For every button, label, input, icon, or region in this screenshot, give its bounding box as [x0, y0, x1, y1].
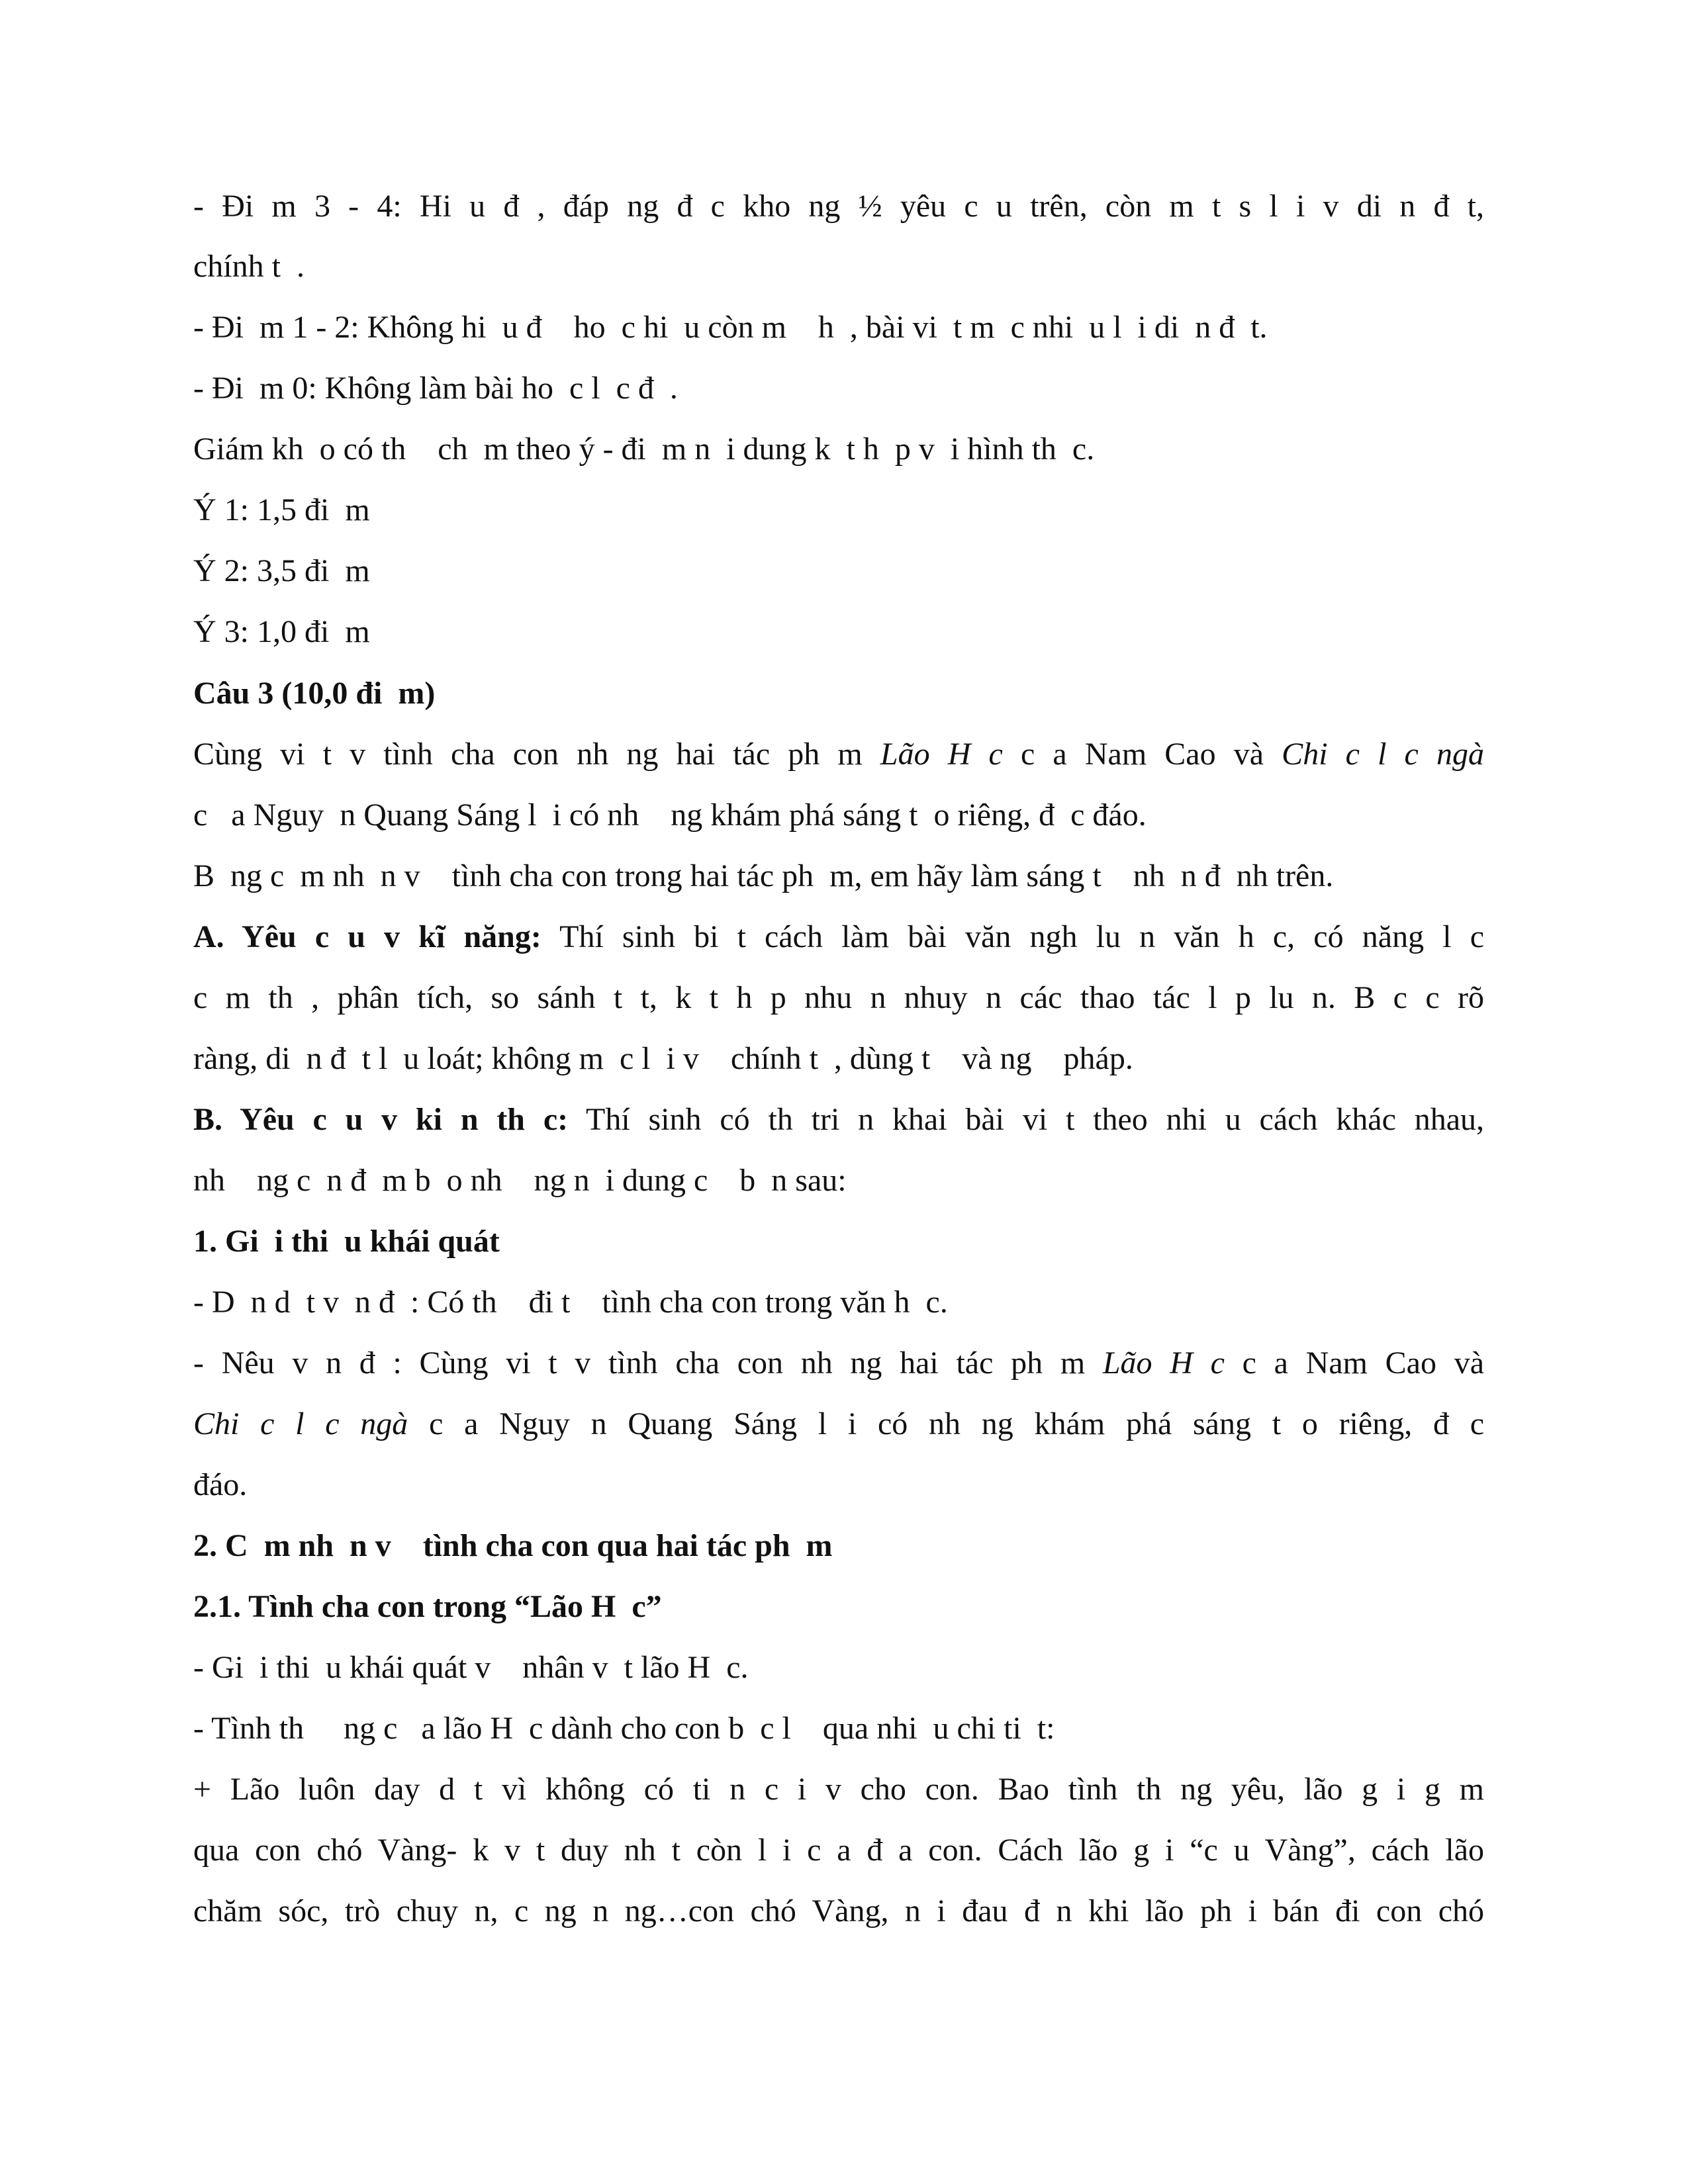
bold-text: 2.1. Tình cha con trong “Lão H c”: [193, 1589, 662, 1624]
text-run: nh ng c n đ m b o nh ng n i dung c b n sau:: [193, 1163, 847, 1198]
text-run: đáo.: [193, 1467, 248, 1502]
text-line: [193, 612, 1484, 652]
text-line: [193, 1709, 1484, 1749]
text-line: [193, 1770, 1484, 1809]
text-line: [193, 735, 1484, 774]
text-line: [193, 1587, 1484, 1627]
text-line: [193, 796, 1484, 835]
text-line: [193, 1526, 1484, 1566]
bold-text: 2. C m nh n v tình cha con qua hai tác ph m: [193, 1528, 833, 1563]
text-run: - Đi m 1 - 2: Không hi u đ ho c hi u còn m h , bài vi t m c nhi u l i di n đ t.: [193, 310, 1268, 345]
bold-text: B. Yêu c u v ki n th c:: [193, 1102, 569, 1137]
text-line: [193, 369, 1484, 408]
text-line: [193, 187, 1484, 226]
text-run: c a Nguy n Quang Sáng l i có nh ng khám phá sáng t o riêng, đ c: [408, 1406, 1485, 1441]
text-run: Thí sinh bi t cách làm bài văn ngh lu n văn h c, có năng l c: [541, 919, 1484, 954]
text-line: [193, 308, 1484, 347]
text-line: [193, 917, 1484, 957]
bold-text: A. Yêu c u v kĩ năng:: [193, 919, 541, 954]
text-run: Giám kh o có th ch m theo ý - đi m n i dung k t h p v i hình th c.: [193, 432, 1095, 467]
text-line: [193, 490, 1484, 530]
text-run: - Nêu v n đ : Cùng vi t v tình cha con nh ng hai tác ph m: [193, 1345, 1103, 1381]
text-run: Cùng vi t v tình cha con nh ng hai tác ph m: [193, 737, 880, 772]
bold-text: 1. Gi i thi u khái quát: [193, 1224, 500, 1259]
text-line: [193, 1100, 1484, 1140]
text-run: Ý 2: 3,5 đi m: [193, 553, 370, 588]
text-run: - Đi m 3 - 4: Hi u đ , đáp ng đ c kho ng ½ yêu c u trên, còn m t s l i v di n đ t,: [193, 189, 1484, 224]
text-line: [193, 1283, 1484, 1322]
italic-text: Chi c l c ngà: [193, 1406, 408, 1441]
text-run: c a Nguy n Quang Sáng l i có nh ng khám phá sáng t o riêng, đ c đáo.: [193, 797, 1147, 833]
text-run: c a Nam Cao và: [1002, 737, 1282, 772]
text-line: [193, 1465, 1484, 1505]
text-run: ràng, di n đ t l u loát; không m c l i v chính t , dùng t và ng pháp.: [193, 1041, 1133, 1076]
italic-text: Chi c l c ngà: [1282, 737, 1484, 772]
italic-text: Lão H c: [880, 737, 1003, 772]
italic-text: Lão H c: [1102, 1345, 1225, 1381]
text-line: [193, 551, 1484, 591]
text-run: - Gi i thi u khái quát v nhân v t lão H c.: [193, 1650, 749, 1685]
text-line: [193, 1891, 1484, 1931]
text-run: Ý 1: 1,5 đi m: [193, 492, 370, 527]
text-run: chăm sóc, trò chuy n, c ng n ng…con chó Vàng, n i đau đ n khi lão ph i bán đi con chó: [193, 1893, 1484, 1929]
bold-text: Câu 3 (10,0 đi m): [193, 676, 436, 711]
text-line: [193, 1648, 1484, 1688]
text-line: [193, 1222, 1484, 1261]
text-run: + Lão luôn day d t vì không có ti n c i v cho con. Bao tình th ng yêu, lão g i g m: [193, 1772, 1484, 1807]
text-line: [193, 430, 1484, 469]
text-line: [193, 1343, 1484, 1383]
text-run: Thí sinh có th tri n khai bài vi t theo nhi u cách khác nhau,: [568, 1102, 1484, 1137]
text-run: - Đi m 0: Không làm bài ho c l c đ .: [193, 371, 678, 406]
text-run: c m th , phân tích, so sánh t t, k t h p nhu n nhuy n các thao tác l p lu n. B c c rõ: [193, 980, 1484, 1015]
text-line: [193, 247, 1484, 287]
text-run: qua con chó Vàng- k v t duy nh t còn l i c a đ a con. Cách lão g i “c u Vàng”, cách lão: [193, 1833, 1484, 1868]
text-line: [193, 1039, 1484, 1079]
text-run: B ng c m nh n v tình cha con trong hai tác ph m, em hãy làm sáng t nh n đ nh trên.: [193, 858, 1334, 893]
text-run: Ý 3: 1,0 đi m: [193, 614, 370, 649]
text-run: c a Nam Cao và: [1224, 1345, 1484, 1381]
text-line: [193, 1161, 1484, 1201]
text-run: chính t .: [193, 249, 305, 284]
text-line: [193, 1831, 1484, 1870]
text-run: - D n d t v n đ : Có th đi t tình cha con trong văn h c.: [193, 1285, 948, 1320]
text-line: [193, 978, 1484, 1018]
text-line: [193, 1404, 1484, 1444]
text-run: - Tình th ng c a lão H c dành cho con b c l qua nhi u chi ti t:: [193, 1711, 1055, 1746]
text-line: [193, 674, 1484, 713]
text-line: [193, 856, 1484, 896]
